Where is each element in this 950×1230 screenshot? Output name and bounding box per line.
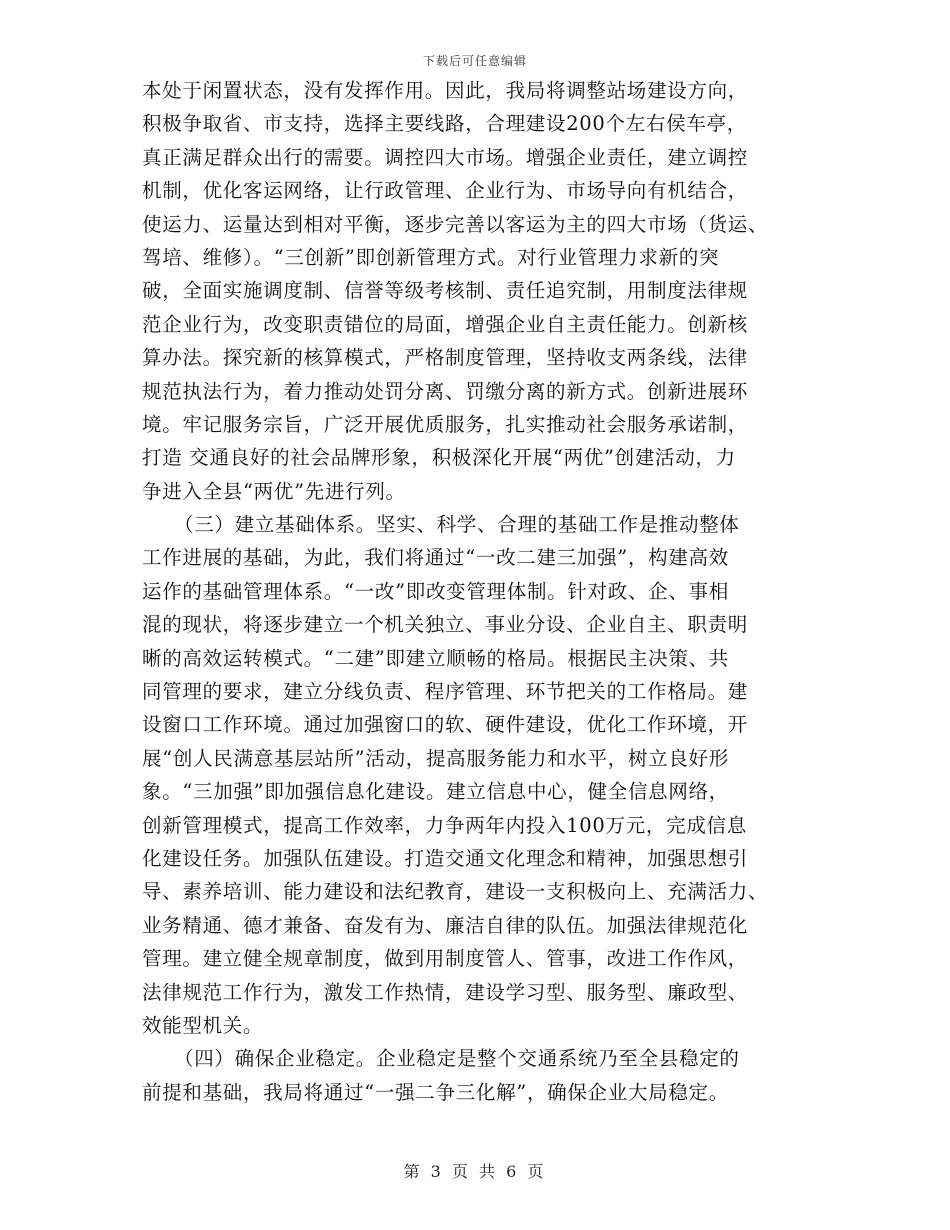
text-line: 境。牢记服务宗旨，广泛开展优质服务，扎实推动社会服务承诺制， <box>142 412 749 436</box>
text-line: 算办法。探究新的核算模式，严格制度管理，坚持收支两条线，法律 <box>142 346 749 370</box>
text-line: 创新管理模式，提高工作效率，力争两年内投入100万元，完成信息 <box>142 813 747 837</box>
text-line: 积极争取省、市支持，选择主要线路，合理建设200个左右侯车亭， <box>142 112 747 136</box>
text-line: 管理。建立健全规章制度，做到用制度管人、管事，改进工作作风， <box>142 947 749 971</box>
text-line: 展“创人民满意基层站所”活动，提高服务能力和水平，树立良好形 <box>142 746 729 770</box>
text-line: 机制，优化客运网络，让行政管理、企业行为、市场导向有机结合， <box>142 179 749 203</box>
text-line: 使运力、运量达到相对平衡，逐步完善以客运为主的四大市场（货运、 <box>142 212 769 236</box>
text-line: 真正满足群众出行的需要。调控四大市场。增强企业责任，建立调控 <box>142 145 749 169</box>
page-footer: 第 3 页 共 6 页 <box>403 1162 547 1181</box>
text-line: 打造 交通良好的社会品牌形象，积极深化开展“两优”创建活动，力 <box>142 446 736 470</box>
page-header: 下载后可任意编辑 <box>422 54 527 68</box>
text-line: 本处于闲置状态，没有发挥作用。因此，我局将调整站场建设方向， <box>142 79 749 102</box>
text-line: 导、素养培训、能力建设和法纪教育，建设一支积极向上、充满活力、 <box>142 880 769 904</box>
text-line: 驾培、维修）。“三创新”即创新管理方式。对行业管理力求新的突 <box>142 245 720 269</box>
text-line: 争进入全县“两优”先进行列。 <box>142 479 406 503</box>
text-line: 破，全面实施调度制、信誉等级考核制、责任追究制，用制度法律规 <box>142 279 749 303</box>
text-line: 设窗口工作环境。通过加强窗口的软、硬件建设，优化工作环境，开 <box>142 713 749 737</box>
text-line: 同管理的要求，建立分线负责、程序管理、环节把关的工作格局。建 <box>142 680 749 704</box>
text-line: 晰的高效运转模式。“二建”即建立顺畅的格局。根据民主决策、共 <box>142 646 729 670</box>
text-line: （三）建立基础体系。坚实、科学、合理的基础工作是推动整体 <box>174 513 740 537</box>
text-line: 规范执法行为，着力推动处罚分离、罚缴分离的新方式。创新进展环 <box>142 379 749 403</box>
text-line: 象。“三加强”即加强信息化建设。建立信息中心，健全信息网络， <box>142 780 729 804</box>
text-line: 工作进展的基础，为此，我们将通过“一改二建三加强”，构建高效 <box>142 546 729 570</box>
text-line: 混的现状，将逐步建立一个机关独立、事业分设、企业自主、职责明 <box>142 613 749 637</box>
text-line: 运作的基础管理体系。“一改”即改变管理体制。针对政、企、事相 <box>142 579 729 603</box>
text-line: 前提和基础，我局将通过“一强二争三化解”，确保企业大局稳定。 <box>142 1080 729 1104</box>
text-line: 业务精通、德才兼备、奋发有为、廉洁自律的队伍。加强法律规范化 <box>142 913 749 937</box>
text-line: 化建设任务。加强队伍建设。打造交通文化理念和精神，加强思想引 <box>142 846 749 870</box>
text-line: 效能型机关。 <box>142 1013 264 1037</box>
text-line: 法律规范工作行为，激发工作热情，建设学习型、服务型、廉政型、 <box>142 980 749 1004</box>
text-line: （四）确保企业稳定。企业稳定是整个交通系统乃至全县稳定的 <box>174 1047 740 1071</box>
document-body <box>142 74 812 1109</box>
text-line: 范企业行为，改变职责错位的局面，增强企业自主责任能力。创新核 <box>142 312 749 336</box>
